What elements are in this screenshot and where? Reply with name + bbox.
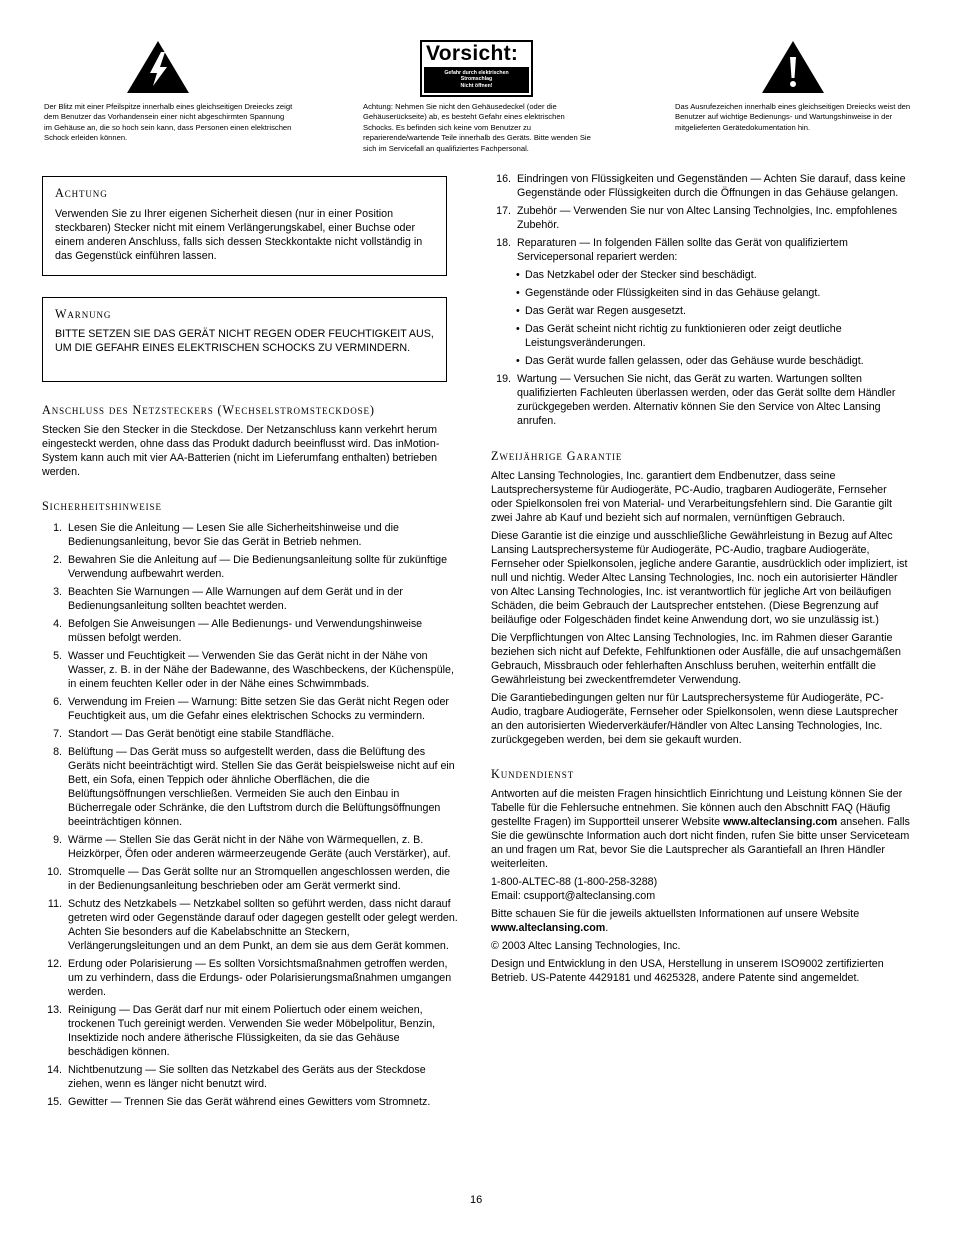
garantie-paragraph: Die Garantiebedingungen gelten nur für Lautsprechersysteme für Audiogeräte, PC-Audio, tragbare Audiogeräte, Fernseher oder Spielkonsolen, wenn diese Lautsprecher an den autorisierten Wiederverkäufer/Händler von Altec Lansing Technologies, Inc. zurückgegeben werden, bei dem sie gekauft wurden. [491,692,898,746]
website-link[interactable]: www.alteclansing.com [491,922,606,934]
list-item: 8. Belüftung — Das Gerät muss so aufgestellt werden, dass die Belüftung des Geräts nicht beeinträchtigt wird. Stellen Sie das Gerät beispielsweise nicht auf ein Bett, ein Sofa, einen Teppich oder ähnliche Oberflächen, die die Belüftungsöffnungen verschließen. Vermeiden Sie auch den Einbau in Bücherregale oder Schränke, die den Luftstrom durch die Belüftungsöffnungen beeinträchtigen können. [53,746,455,828]
exclamation-caption: Das Ausrufezeichen innerhalb eines gleichseitigen Dreiecks weist den Benutzer auf wichtige Bedienungs- und Wartungshinweise in der mitgelieferten Gerätedokumentation hin. [675,102,911,132]
lightning-warning-icon [126,40,190,94]
list-item: 4. Befolgen Sie Anweisungen — Alle Bedienungs- und Verwendungshinweise müssen befolgt werden. [53,618,423,644]
warnung-box [42,297,447,382]
list-item: 18. Reparaturen — In folgenden Fällen sollte das Gerät von qualifiziertem Servicepersonal repariert werden: [496,237,848,263]
sicherheit-heading: Sicherheitshinweise [42,499,162,513]
list-item: 17. Zubehör — Verwenden Sie nur von Altec Lansing Technolgies, Inc. empfohlenes Zubehör. [496,205,898,231]
bullet-item: • Das Netzkabel oder der Stecker sind beschädigt. [516,269,757,281]
safety-list-continued [491,172,911,264]
email-address: Email: csupport@alteclansing.com [491,890,656,902]
list-item: 14. Nichtbenutzung — Sie sollten das Netzkabel des Geräts aus der Steckdose ziehen, wenn es länger nicht benutzt wird. [47,1064,426,1090]
kundendienst-heading: Kundendienst [491,767,575,781]
list-item: 12. Erdung oder Polarisierung — Es sollten Vorsichtsmaßnahmen getroffen werden, um zu verhindern, dass die Erdungs- oder Polarisierungsmaßnahmen umgangen werden. [47,958,452,998]
exclamation-warning-icon [761,40,825,94]
vorsicht-label [420,40,533,97]
vorsicht-line: Stromschlag [460,76,493,83]
achtung-caption: Achtung: Nehmen Sie nicht den Gehäusedeckel (oder die Gehäuserückseite) ab, es besteht Gefahr eines elektrischen Schocks. Es befinden sich keine vom Benutzer zu reparierende/wartende Teile innerhalb des Geräts. Bitte wenden Sie sich im Servicefall an qualifiziertes Fachpersonal. [363,102,591,153]
vorsicht-line: Nicht öffnen! [460,82,493,89]
design-note: Design und Entwicklung in den USA, Herstellung in unserem ISO9002 zertifizierten Betrieb. US-Patente 4429181 und 4625328, andere Patente sind angemeldet. [491,958,884,984]
list-item: 2. Bewahren Sie die Anleitung auf — Die Bedienungsanleitung sollte für zukünftige Verwendung aufbewahrt werden. [53,554,448,580]
list-item: 19. Wartung — Versuchen Sie nicht, das Gerät zu warten. Wartungen sollten qualifizierten Fachleuten überlassen werden, oder das Gerät sollte dem Händler zurückgegeben werden. Alternativ können Sie den Service von Altec Lansing anrufen. [496,373,896,427]
anschluss-text: Stecken Sie den Stecker in die Steckdose. Der Netzanschluss kann verkehrt herum eingesteckt werden, ohne dass das Produkt dadurch beeinflusst wird. Das inMotion-System kann auch mit vier AA-Batterien (nicht im Lieferumfang enthalten) betrieben werden. [42,424,440,478]
anschluss-heading: Anschluss des Netzsteckers (Wechselstromsteckdose) [42,403,375,417]
list-item: 1. Lesen Sie die Anleitung — Lesen Sie alle Sicherheitshinweise und die Bedienungsanleitung, bevor Sie das Gerät in Betrieb nehmen. [53,522,399,548]
bullet-item: • Das Gerät war Regen ausgesetzt. [516,305,686,317]
garantie-heading: Zweijährige Garantie [491,449,623,463]
lightning-caption: Der Blitz mit einer Pfeilspitze innerhalb eines gleichseitigen Dreiecks zeigt dem Benutzer das Vorhandensein einer nicht abgeschirmten Spannung im Gehäuse an, die so hoch sein kann, dass Personen einen elektrischen Schock erleiden können. [44,102,293,143]
list-item: 7. Standort — Das Gerät benötigt eine stabile Standfläche. [53,728,335,740]
phone-number: 1-800-ALTEC-88 (1-800-258-3288) [491,876,658,888]
kundendienst-paragraph: Bitte schauen Sie für die jeweils aktuellsten Informationen auf unsere Website www.alteclansing.com. [491,908,860,934]
kundendienst-paragraph: Antworten auf die meisten Fragen hinsichtlich Einrichtung und Leistung können Sie der Tabelle für die Fehlersuche entnehmen. Sie können auch den Abschnitt FAQ (Häufig gestellte Fragen) im Supportteil unserer Website www.alteclansing.com ansehen. Falls Sie die gewünschte Information auch dort nicht finden, rufen Sie bitte unser Serviceteam an und fragen um Rat, bevor Sie die Lautsprecher als Garantiefall an Ihren Händler weiterleiten. [491,788,910,870]
vorsicht-line: Gefahr durch elektrischen [444,70,509,76]
list-item: 11. Schutz des Netzkabels — Netzkabel sollten so geführt werden, dass nicht darauf getreten wird oder Gegenstände darauf oder dagegen gestellt oder gelegt werden. Achten Sie besonders auf die Kabelabschnitte an Steckern, Verlängerungsleitungen und an dem Punkt, an dem sie aus dem Gerät kommen. [47,898,458,952]
achtung-heading: Achtung [55,186,108,200]
list-item: 9. Wärme — Stellen Sie das Gerät nicht in der Nähe von Wärmequellen, z. B. Heizkörper, Öfen oder anderen wärmeerzeugende Geräte (auch Verstärker), auf. [53,834,451,860]
garantie-paragraph: Altec Lansing Technologies, Inc. garantiert dem Endbenutzer, dass seine Lautsprechersysteme für Audiogeräte, PC-Audio, tragbaren Audiogeräte, Fernseher oder Spielkonsolen frei von Material- und Verarbeitungsfehlern sind. Die Garantie gilt zwei Jahre ab Kauf und bezieht sich auf normalen, vernünftigen Gebrauch. [491,470,893,524]
bullet-item: • Gegenstände oder Flüssigkeiten sind in das Gehäuse gelangt. [516,287,821,299]
list-item: 6. Verwendung im Freien — Warnung: Bitte setzen Sie das Gerät nicht Regen oder Feuchtigkeit aus, um die Gefahr eines elektrischen Schocks zu vermindern. [53,696,449,722]
list-item: 13. Reinigung — Das Gerät darf nur mit einem Poliertuch oder einem weichen, trockenen Tuch gereinigt werden. Verwenden Sie weder Möbelpolitur, Benzin, Insektizide noch andere ätherische Flüssigkeiten, da sie das Gehäuse beschädigen können. [47,1004,436,1058]
bullet-item: • Das Gerät scheint nicht richtig zu funktionieren oder zeigt deutliche Leistungsveränderungen. [516,323,842,349]
website-link[interactable]: www.alteclansing.com [723,816,838,828]
achtung-box [42,176,447,276]
vorsicht-title: Vorsicht: [426,42,519,65]
bullet-item: • Das Gerät wurde fallen gelassen, oder das Gehäuse wurde beschädigt. [516,355,864,367]
garantie-paragraph: Diese Garantie ist die einzige und ausschließliche Gewährleistung in Bezug auf Altec Lansing Lautsprechersysteme für Audiogeräte, PC-Audio, tragbare Audiogeräte, Fernseher oder Spielkonsolen, jegliche andere Garantie, ausdrücklich oder impliziert, ist null und nichtig. Weder Altec Lansing Technologies, Inc. noch ein autorisierter Händler von Altec Lansing Technologies, Inc. ist verantwortlich für jegliche Art von beiläufigen Schäden, die beim Gebrauch der Lautsprecher entstehen. (Diese Begrenzung auf beiläufige oder Folgeschäden findet keine Anwendung dort, wo sie unzulässig ist.) [491,530,908,626]
list-item: 3. Beachten Sie Warnungen — Alle Warnungen auf dem Gerät und in der Bedienungsanleitung sollten beachtet werden. [53,586,403,612]
list-item: 10. Stromquelle — Das Gerät sollte nur an Stromquellen angeschlossen werden, die in der Bedienungsanleitung beschrieben oder am Gerät vermerkt sind. [47,866,450,892]
list-item: 5. Wasser und Feuchtigkeit — Verwenden Sie das Gerät nicht in der Nähe von Wasser, z. B. in der Nähe der Badewanne, des Waschbeckens, der Küchenspüle, in einem feuchten Keller oder in der Nähe eines Schwimmbads. [53,650,454,690]
right-column [491,172,911,985]
copyright: © 2003 Altec Lansing Technologies, Inc. [491,940,681,952]
left-column [42,403,460,1109]
warnung-text: BITTE SETZEN SIE DAS GERÄT NICHT REGEN ODER FEUCHTIGKEIT AUS, UM DIE GEFAHR EINES ELEKTRISCHEN SCHOCKS ZU VERMINDERN. [55,328,434,354]
list-item: 15. Gewitter — Trennen Sie das Gerät während eines Gewitters vom Stromnetz. [47,1096,431,1108]
achtung-text: Verwenden Sie zu Ihrer eigenen Sicherheit diesen (nur in einer Position steckbaren) Stecker nicht mit einem Verlängerungskabel, einer Buchse oder einem anderen Anschluss, falls sich dessen Steckkontakte nicht vollständig in das Gegenstück einführen lassen. [55,208,423,262]
list-item: 16. Eindringen von Flüssigkeiten und Gegenständen — Achten Sie darauf, dass keine Gegenstände oder Flüssigkeiten durch die Öffnungen in das Gehäuse gelangen. [496,173,906,199]
vorsicht-warning-bar [424,67,529,93]
garantie-paragraph: Die Verpflichtungen von Altec Lansing Technologies, Inc. im Rahmen dieser Garantie beziehen sich nicht auf Defekte, Fehlfunktionen oder Ausfälle, die auf unsachgemäßen Gebrauch, Missbrauch oder fehlerhaften Anschluss beruhen, weiterhin entfällt die Gewährleistung bei zweckentfremdeter Verwendung. [491,632,901,686]
warnung-heading: Warnung [55,307,112,321]
page-number: 16 [470,1194,483,1206]
safety-list [42,521,460,1109]
